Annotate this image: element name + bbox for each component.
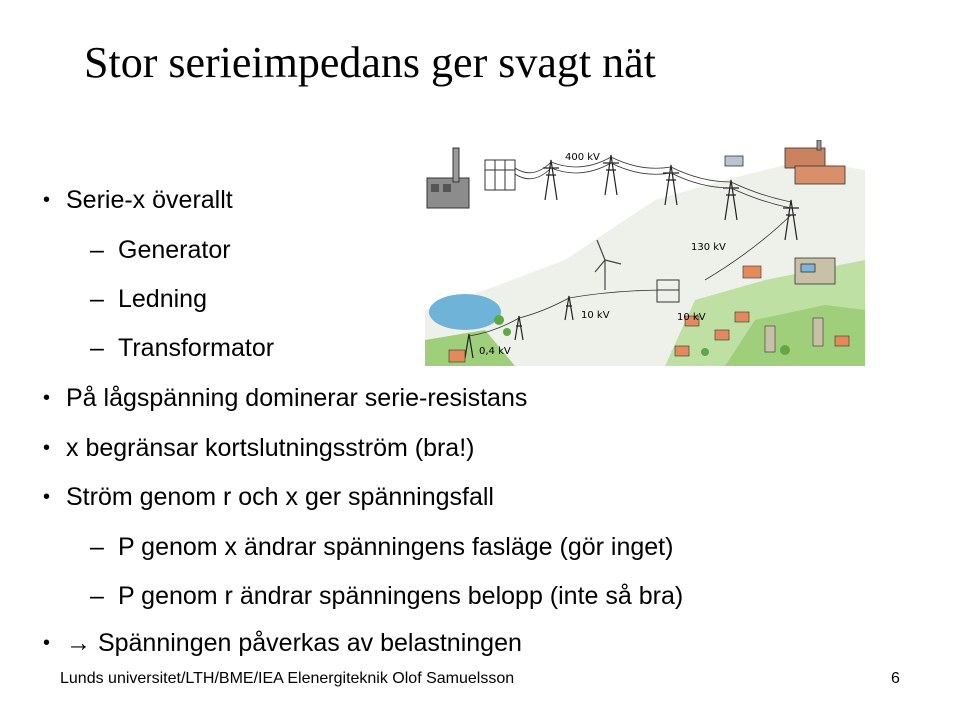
bullet-marker: – (90, 334, 104, 362)
bullet-text: P genom r ändrar spänningens belopp (inte så bra) (118, 582, 684, 610)
power-grid-illustration (425, 140, 865, 366)
bullet-marker: • (43, 486, 51, 508)
bullet-text: P genom x ändrar spänningens fasläge (gör inget) (118, 533, 674, 561)
bullet-marker: – (90, 236, 104, 264)
bullet-text: → Spänningen påverkas av belastningen (66, 629, 522, 657)
bullet-item (90, 532, 674, 562)
bullet-item (43, 433, 475, 463)
bullet-marker: – (90, 582, 104, 610)
bullet-marker: • (43, 387, 51, 409)
bullet-marker: • (43, 189, 51, 211)
bullet-marker: – (90, 533, 104, 561)
bullet-text: Ström genom r och x ger spänningsfall (66, 483, 494, 511)
lake (429, 294, 501, 330)
label-130kv: 130 kV (691, 242, 726, 253)
bullet-text: Serie-x överallt (66, 186, 233, 214)
bullet-marker: • (43, 632, 51, 654)
bullet-item (90, 284, 207, 314)
bullet-text: Ledning (118, 285, 207, 313)
bullet-item (43, 383, 528, 413)
bullet-text: Generator (118, 236, 231, 264)
label-10kv-right: 10 kV (677, 312, 706, 323)
power-plant-icon (427, 148, 469, 208)
bullet-item (90, 333, 275, 363)
footer-text: Lunds universitet/LTH/BME/IEA Elenergiteknik Olof Samuelsson (60, 670, 515, 687)
page-number: 6 (891, 670, 900, 687)
bullet-marker: – (90, 285, 104, 313)
bullet-item (90, 581, 684, 611)
bullet-text: På lågspänning dominerar serie-resistans (66, 384, 528, 412)
bullet-item (90, 235, 231, 265)
label-400kv: 400 kV (565, 152, 600, 163)
bullet-text: Transformator (118, 334, 275, 362)
bullet-item (43, 628, 522, 658)
bullet-item (43, 185, 233, 215)
slide-title: Stor serieimpedans ger svagt nät (84, 38, 656, 87)
bullet-text: x begränsar kortslutningsström (bra!) (66, 434, 475, 462)
bullet-marker: • (43, 437, 51, 459)
bullet-item (43, 482, 494, 512)
label-10kv-left: 10 kV (581, 310, 610, 321)
label-04kv: 0,4 kV (479, 346, 511, 357)
